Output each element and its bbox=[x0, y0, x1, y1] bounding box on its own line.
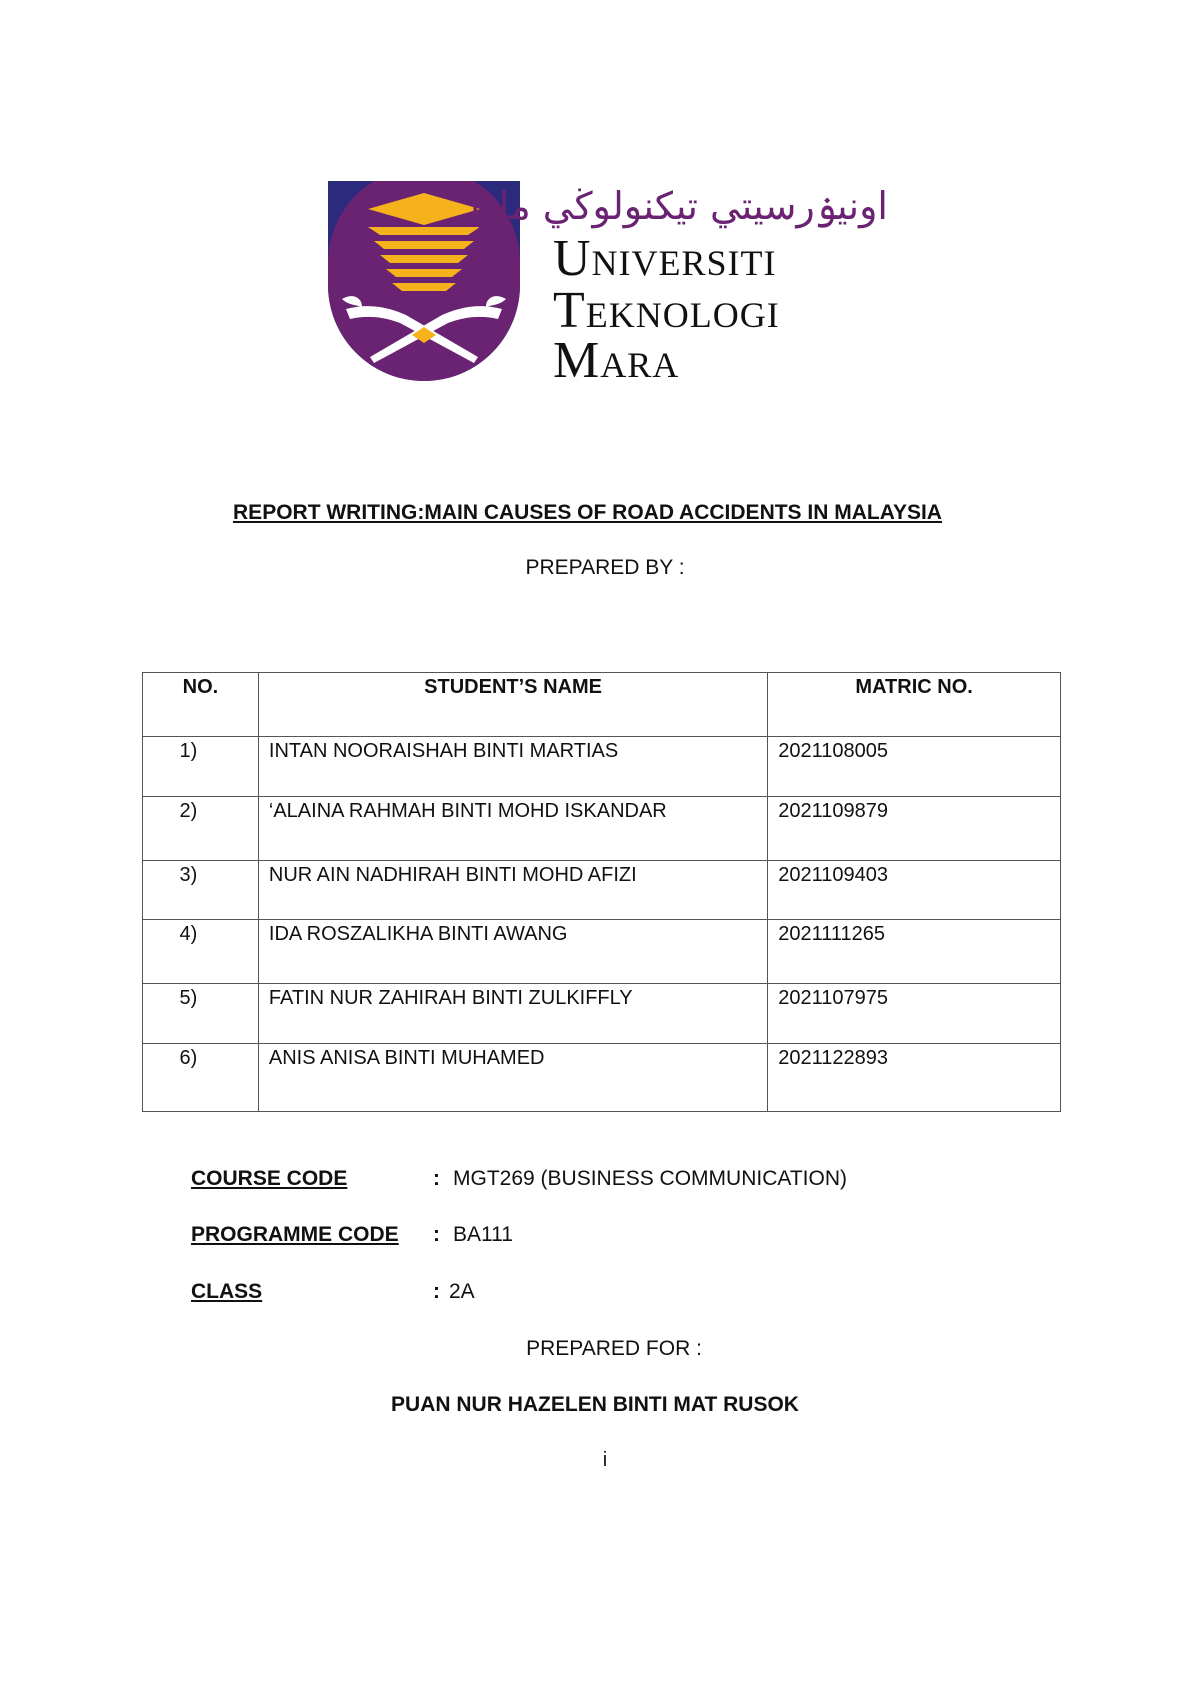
student-name: ‘ALAINA RAHMAH BINTI MOHD ISKANDAR bbox=[258, 797, 767, 861]
table-row bbox=[143, 920, 1061, 984]
student-name: FATIN NUR ZAHIRAH BINTI ZULKIFFLY bbox=[258, 984, 767, 1044]
row-number: 1) bbox=[143, 737, 259, 797]
header-student-name: STUDENT’S NAME bbox=[258, 673, 767, 737]
row-number: 2) bbox=[143, 797, 259, 861]
programme-code-colon: : bbox=[433, 1223, 440, 1246]
student-name: IDA ROSZALIKHA BINTI AWANG bbox=[258, 920, 767, 984]
class-colon: : bbox=[433, 1280, 440, 1303]
table-header-row bbox=[143, 673, 1061, 737]
table-row bbox=[143, 737, 1061, 797]
prepared-by-label: PREPARED BY : bbox=[525, 556, 685, 579]
matric-number: 2021107975 bbox=[768, 984, 1061, 1044]
course-code-label: COURSE CODE bbox=[191, 1167, 348, 1190]
crest-book-layer-5 bbox=[392, 283, 456, 291]
table-row bbox=[143, 984, 1061, 1044]
university-name-jawi: اونيۏرسيتي تيكنولوڬي مارا bbox=[469, 184, 888, 228]
course-code-value: MGT269 (BUSINESS COMMUNICATION) bbox=[453, 1167, 847, 1190]
report-title: REPORT WRITING:MAIN CAUSES OF ROAD ACCIDENTS IN MALAYSIA bbox=[233, 501, 942, 524]
row-number: 6) bbox=[143, 1044, 259, 1112]
header-matric-no: MATRIC NO. bbox=[768, 673, 1061, 737]
class-label: CLASS bbox=[191, 1280, 263, 1303]
students-table bbox=[142, 672, 1061, 1112]
student-name: NUR AIN NADHIRAH BINTI MOHD AFIZI bbox=[258, 861, 767, 920]
matric-number: 2021108005 bbox=[768, 737, 1061, 797]
matric-number: 2021109879 bbox=[768, 797, 1061, 861]
page-number: i bbox=[602, 1449, 608, 1471]
row-number: 4) bbox=[143, 920, 259, 984]
course-code-colon: : bbox=[433, 1167, 440, 1190]
matric-number: 2021109403 bbox=[768, 861, 1061, 920]
header-no: NO. bbox=[143, 673, 259, 737]
lecturer-name: PUAN NUR HAZELEN BINTI MAT RUSOK bbox=[391, 1393, 799, 1416]
university-name-line-1: Universiti bbox=[553, 230, 777, 287]
matric-number: 2021111265 bbox=[768, 920, 1061, 984]
row-number: 3) bbox=[143, 861, 259, 920]
student-name: INTAN NOORAISHAH BINTI MARTIAS bbox=[258, 737, 767, 797]
university-name-line-3: Mara bbox=[553, 332, 680, 389]
student-name: ANIS ANISA BINTI MUHAMED bbox=[258, 1044, 767, 1112]
matric-number: 2021122893 bbox=[768, 1044, 1061, 1112]
row-number: 5) bbox=[143, 984, 259, 1044]
crest-book-layer-2 bbox=[374, 241, 474, 249]
university-name-line-2: Teknologi bbox=[553, 282, 780, 339]
prepared-for-label: PREPARED FOR : bbox=[526, 1337, 702, 1360]
programme-code-value: BA111 bbox=[453, 1223, 513, 1246]
class-value: 2A bbox=[449, 1280, 475, 1303]
crest-book-layer-3 bbox=[380, 255, 468, 263]
crest-book-layer-1 bbox=[368, 227, 480, 235]
programme-code-label: PROGRAMME CODE bbox=[191, 1223, 399, 1246]
university-logo bbox=[328, 181, 908, 389]
crest-book-layer-4 bbox=[386, 269, 462, 277]
table-row bbox=[143, 797, 1061, 861]
table-row bbox=[143, 1044, 1061, 1112]
table-row bbox=[143, 861, 1061, 920]
